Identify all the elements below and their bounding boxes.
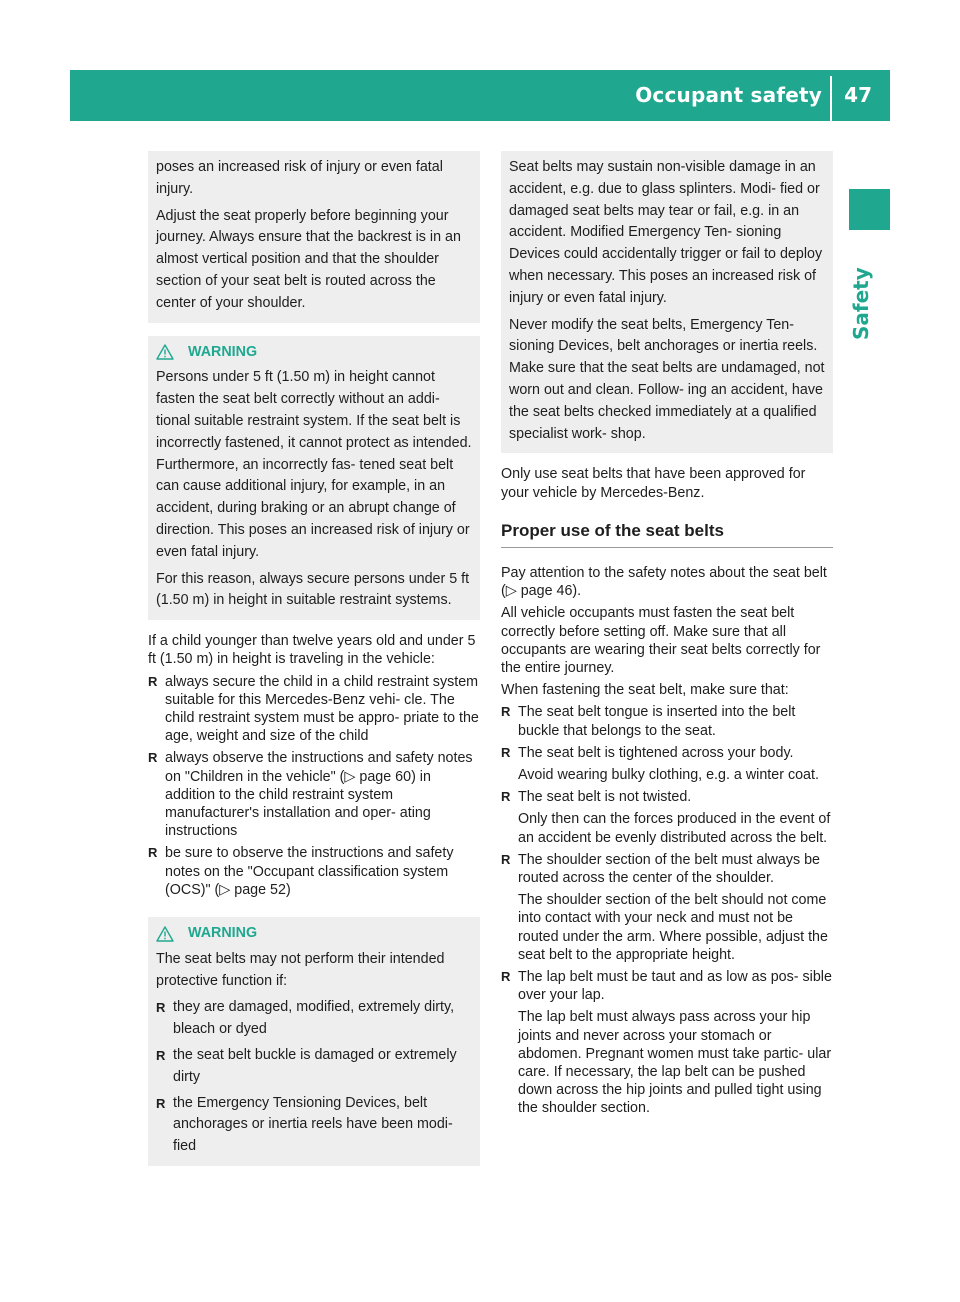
warning-heading	[156, 342, 472, 364]
list-item-note: Avoid wearing bulky clothing, e.g. a winter coat.	[518, 767, 819, 783]
page-header	[70, 70, 890, 121]
bullet-list	[501, 703, 833, 1117]
warning-box	[148, 336, 480, 621]
warning-heading	[156, 923, 472, 945]
left-column	[148, 151, 480, 1166]
list-item: R The lap belt must be taut and as low as pos- sible over your lap. The lap belt must always pass across your hip joints and never across your stomach or abdomen. Pregnant women must take partic- ular care. If necessary, the lap belt can be pushed down across the hip joints and pulled tight using the shoulder section.	[501, 969, 832, 1117]
paragraph: All vehicle occupants must fasten the seat belt correctly before setting off. Make sure that all occupants are wearing their seat belts correctly for the entire journey.	[501, 605, 821, 676]
box-paragraph: Adjust the seat properly before beginning your journey. Always ensure that the backrest is in an almost vertical position and that the shoulder section of your seat belt is routed across the center of your shoulder.	[156, 207, 461, 311]
warning-paragraph: For this reason, always secure persons under 5 ft (1.50 m) in height in suitable restraint systems.	[156, 570, 470, 609]
bullet-icon: R	[156, 1000, 166, 1016]
bullet-icon: R	[501, 851, 511, 867]
bullet-icon: R	[501, 744, 511, 760]
list-item: R the seat belt buckle is damaged or extremely dirty	[156, 1046, 457, 1085]
child-instructions	[148, 632, 480, 899]
bullet-icon: R	[501, 969, 511, 985]
warning-title: WARNING	[188, 924, 258, 941]
list-item: R always observe the instructions and safety notes on "Children in the vehicle" (▷ page 60) in addition to the child restraint system manufacturer's installation and oper- ating instructions	[148, 750, 473, 840]
header-divider	[830, 76, 832, 121]
bullet-icon: R	[148, 750, 158, 766]
continued-warning-box	[501, 151, 833, 453]
list-item: R be sure to observe the instructions and safety notes on the "Occupant classification system (OCS)" (▷ page 52)	[148, 845, 454, 898]
list-item: R The seat belt tongue is inserted into the belt buckle that belongs to the seat.	[501, 704, 796, 739]
warning-box	[148, 917, 480, 1166]
side-tab-label: Safety	[849, 267, 873, 340]
bullet-icon: R	[148, 845, 158, 861]
list-item: R The shoulder section of the belt must always be routed across the center of the shoulder. The shoulder section of the belt should not come into contact with your neck and must not be routed under the arm. Where possible, adjust the seat belt to the appropriate height.	[501, 851, 833, 964]
bullet-icon: R	[148, 673, 158, 689]
page-number: 47	[844, 83, 872, 107]
intro-paragraph: If a child younger than twelve years old and under 5 ft (1.50 m) in height is traveling in the vehicle:	[148, 633, 476, 668]
bullet-list	[148, 673, 480, 899]
bullet-icon: R	[501, 789, 511, 805]
list-item-note: The shoulder section of the belt should not come into contact with your neck and must not be routed under the arm. Where possible, adjust the seat belt to the appropriate height.	[518, 892, 828, 963]
bullet-icon: R	[156, 1095, 166, 1111]
list-item-note: The lap belt must always pass across your hip joints and never across your stomach or abdomen. Pregnant women must take partic- ular care. If necessary, the lap belt can be pushed down across the hip joints and pulled tight using the shoulder section.	[518, 1009, 832, 1117]
warning-paragraph: The seat belts may not perform their intended protective function if:	[156, 950, 445, 989]
list-item: R they are damaged, modified, extremely dirty, bleach or dyed	[156, 999, 455, 1038]
approved-paragraph: Only use seat belts that have been approved for your vehicle by Mercedes-Benz.	[501, 466, 806, 501]
box-paragraph: poses an increased risk of injury or even fatal injury.	[156, 159, 443, 197]
continued-warning-box	[148, 151, 480, 323]
list-item: R always secure the child in a child restraint system suitable for this Mercedes-Benz vehi- cle. The child restraint system must be appro- priate to the age, weight and size of the child	[148, 673, 479, 745]
side-marker	[849, 189, 890, 230]
section-heading: Proper use of the seat belts	[501, 522, 833, 548]
list-item: R The seat belt is not twisted. Only then can the forces produced in the event of an accident be evenly distributed across the belt.	[501, 788, 833, 847]
list-item-note: Only then can the forces produced in the event of an accident be evenly distributed across the belt.	[518, 811, 831, 846]
list-item: R The seat belt is tightened across your body. Avoid wearing bulky clothing, e.g. a winter coat.	[501, 744, 833, 784]
warning-paragraph: Persons under 5 ft (1.50 m) in height cannot fasten the seat belt correctly without an addi- tional suitable restraint system. If the seat belt is incorrectly fastened, it cannot protect as intended. Furthermore, an incorrectly fas- tened seat belt can cause additional injury, for example, in an accident, during braking or an abrupt change of direction. This poses an increased risk of injury or even fatal injury.	[156, 369, 472, 560]
warning-triangle-icon	[156, 926, 174, 942]
section-title: Occupant safety	[635, 83, 822, 107]
list-item: R the Emergency Tensioning Devices, belt anchorages or inertia reels have been modi- fied	[156, 1094, 453, 1155]
seat-belt-section	[501, 465, 833, 1117]
warning-triangle-icon	[156, 344, 174, 360]
paragraph: When fastening the seat belt, make sure that:	[501, 682, 789, 699]
bullet-icon: R	[156, 1047, 166, 1063]
right-column	[501, 151, 833, 1122]
paragraph: Pay attention to the safety notes about the seat belt (▷ page 46).	[501, 564, 827, 600]
bullet-icon: R	[501, 704, 511, 720]
box-paragraph: Never modify the seat belts, Emergency Ten- sioning Devices, belt anchorages or inertia reels. Make sure that the seat belts are undamaged, not worn out and clean. Follow- ing an accident, have the seat belts checked immediately at a qualified specialist work- shop.	[509, 316, 825, 442]
box-paragraph: Seat belts may sustain non-visible damage in an accident, e.g. due to glass splinters. Modi- fied or damaged seat belts may tear or fail, e.g. in an accident. Modified Emergency Ten- sioning Devices could accidentally trigger or fail to deploy when necessary. This poses an increased risk of injury or even fatal injury.	[509, 159, 823, 306]
warning-title: WARNING	[188, 343, 258, 360]
bullet-list	[156, 997, 472, 1158]
